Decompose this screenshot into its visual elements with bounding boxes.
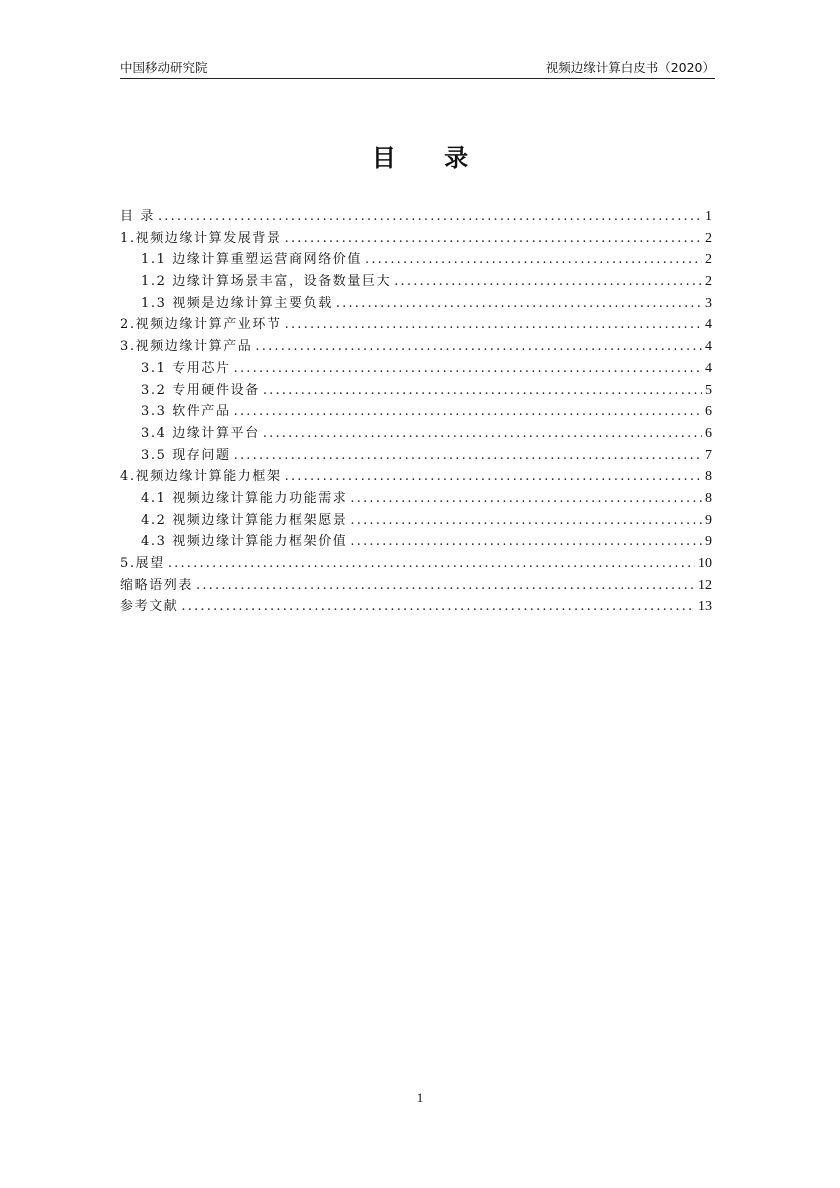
toc-entry[interactable] [120, 335, 712, 357]
toc-entry-page-number: 9 [705, 534, 712, 550]
toc-entry-page-number: 3 [705, 295, 712, 311]
toc-entry-label: 目 录 [120, 209, 155, 224]
toc-entry[interactable] [120, 205, 712, 227]
toc-dot-leader [285, 317, 702, 332]
toc-entry[interactable] [120, 422, 712, 444]
toc-entry-page-number: 2 [705, 230, 712, 246]
toc-dot-leader [181, 599, 695, 614]
toc-dot-leader [350, 534, 702, 549]
toc-dot-leader [255, 339, 702, 354]
toc-entry[interactable] [120, 400, 712, 422]
toc-entry[interactable] [120, 444, 712, 466]
toc-entry-page-number: 8 [705, 469, 712, 485]
toc-entry-page-number: 13 [698, 599, 712, 615]
toc-entry[interactable] [120, 487, 712, 509]
toc-dot-leader [350, 491, 702, 506]
toc-entry-page-number: 4 [705, 317, 712, 333]
page-header [120, 58, 715, 80]
toc-entry-page-number: 9 [705, 512, 712, 528]
toc-entry-page-number: 4 [705, 360, 712, 376]
toc-entry-page-number: 2 [705, 252, 712, 268]
toc-entry-label: 3.1 专用芯片 [141, 360, 231, 376]
toc-entry[interactable] [120, 248, 712, 270]
toc-dot-leader [234, 448, 702, 463]
toc-entry[interactable] [120, 595, 712, 617]
toc-entry-label: 4.1 视频边缘计算能力功能需求 [141, 490, 348, 506]
toc-entry[interactable] [120, 270, 712, 292]
toc-dot-leader [168, 556, 695, 571]
toc-dot-leader [365, 252, 702, 267]
toc-entry[interactable] [120, 379, 712, 401]
toc-entry-label: 1.视频边缘计算发展背景 [120, 230, 282, 246]
toc-entry-label: 1.2 边缘计算场景丰富，设备数量巨大 [141, 274, 392, 290]
toc-dot-leader [234, 404, 702, 419]
toc-entry-page-number: 5 [705, 382, 712, 398]
toc-entry[interactable] [120, 357, 712, 379]
toc-entry-label: 1.3 视频是边缘计算主要负载 [141, 295, 333, 311]
toc-dot-leader [263, 383, 702, 398]
toc-entry-label: 3.3 软件产品 [141, 404, 231, 420]
toc-dot-leader [350, 513, 702, 528]
toc-entry-page-number: 10 [698, 556, 712, 571]
toc-entry-page-number: 7 [705, 447, 712, 463]
toc-entry-label: 3.4 边缘计算平台 [141, 425, 260, 441]
toc-dot-leader [234, 361, 702, 376]
header-document-title: 视频边缘计算白皮书（2020） [545, 60, 715, 75]
toc-entry-label: 参考文献 [120, 599, 179, 615]
toc-dot-leader [196, 578, 695, 593]
toc-dot-leader [263, 426, 702, 441]
toc-entry-label: 1.1 边缘计算重塑运营商网络价值 [141, 252, 363, 268]
toc-entry[interactable] [120, 227, 712, 249]
toc-entry-page-number: 1 [705, 209, 712, 224]
header-divider [120, 78, 715, 79]
toc-entry-label: 4.3 视频边缘计算能力框架价值 [141, 534, 348, 550]
toc-entry-label: 4.2 视频边缘计算能力框架愿景 [141, 512, 348, 528]
toc-dot-leader [285, 231, 702, 246]
toc-entry-label: 4.视频边缘计算能力框架 [120, 469, 282, 485]
toc-entry[interactable] [120, 574, 712, 596]
toc-entry-label: 3.视频边缘计算产品 [120, 339, 253, 355]
toc-dot-leader [336, 296, 702, 311]
toc-entry[interactable] [120, 530, 712, 552]
toc-dot-leader [394, 274, 702, 289]
toc-entry-label: 缩略语列表 [120, 577, 194, 593]
toc-entry[interactable] [120, 552, 712, 574]
toc-entry-page-number: 6 [705, 404, 712, 420]
toc-dot-leader [285, 469, 702, 484]
page-number: 1 [416, 1090, 424, 1105]
page-title: 目 录 [371, 143, 489, 172]
toc-entry[interactable] [120, 509, 712, 531]
toc-entry[interactable] [120, 465, 712, 487]
toc-entry-page-number: 2 [705, 274, 712, 290]
toc-entry-page-number: 8 [705, 490, 712, 506]
toc-entry-label: 3.5 现存问题 [141, 447, 231, 463]
toc-entry-label: 2.视频边缘计算产业环节 [120, 317, 282, 333]
toc-entry-page-number: 12 [698, 577, 712, 593]
header-organization: 中国移动研究院 [120, 60, 208, 75]
table-of-contents [120, 205, 712, 617]
toc-entry[interactable] [120, 292, 712, 314]
toc-entry-label: 3.2 专用硬件设备 [141, 382, 260, 398]
toc-entry-label: 5.展望 [120, 556, 165, 571]
toc-entry[interactable] [120, 313, 712, 335]
toc-dot-leader [158, 209, 702, 224]
toc-entry-page-number: 4 [705, 339, 712, 355]
toc-entry-page-number: 6 [705, 425, 712, 441]
